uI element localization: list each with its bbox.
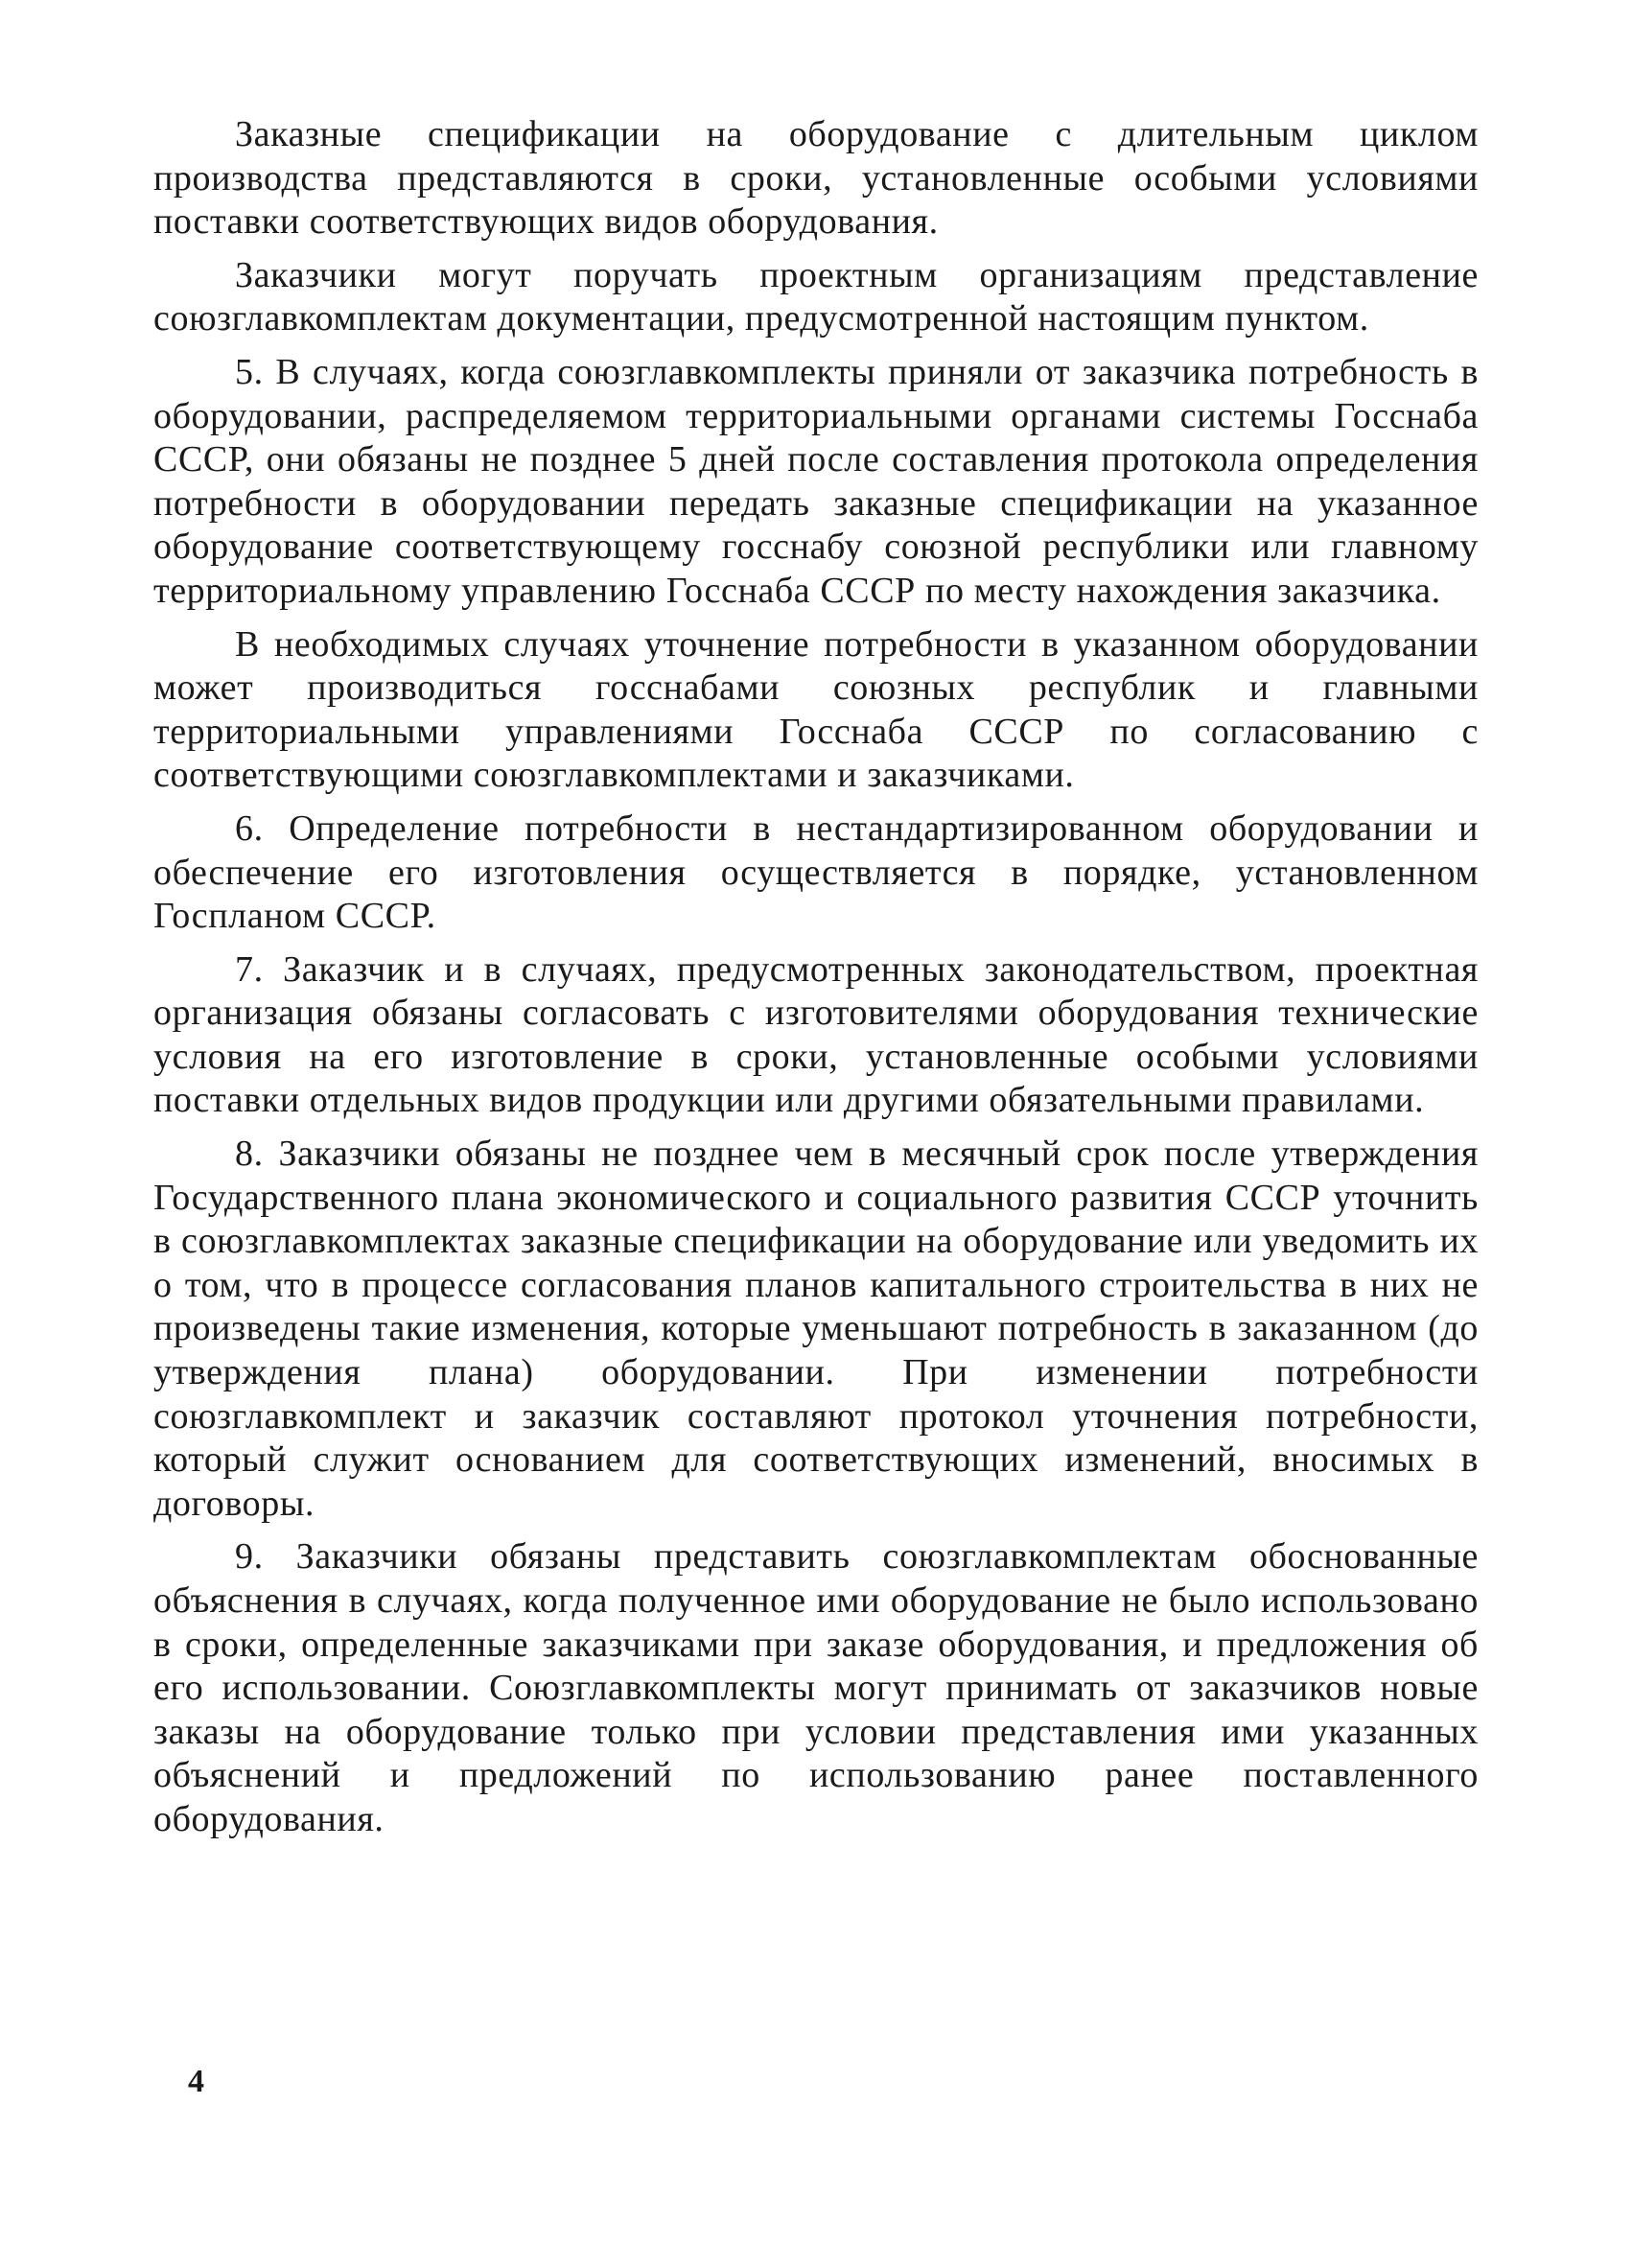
paragraph-item-7: 7. Заказчик и в случаях, предусмотренных законодательством, проектная организация обязаны согласовать с изготовителями оборудования технические условия на его изготовление в сроки, установленные особыми условиями поставки отдельных видов продукции или другими обязательными правилами. bbox=[153, 948, 1479, 1121]
paragraph-item-6: 6. Определение потребности в нестандартизированном оборудовании и обеспечение его изготовления осуществляется в порядке, установленном Госпланом СССР. bbox=[153, 807, 1479, 937]
paragraph-item-9: 9. Заказчики обязаны представить союзглавкомплектам обоснованные объяснения в случаях, когда полученное ими оборудование не было использовано в сроки, определенные заказчиками при заказе оборудования, и предложения об его использовании. Союзглавкомплекты могут принимать от заказчиков новые заказы на оборудование только при условии представления ими указанных объяснений и предложений по использованию ранее поставленного оборудования. bbox=[153, 1536, 1479, 1839]
paragraph-order-specifications: Заказные спецификации на оборудование с длительным циклом производства представляются в сроки, установленные особыми условиями поставки соответствующих видов оборудования. bbox=[153, 114, 1479, 243]
body-text bbox=[153, 113, 1479, 1852]
paragraph-design-organizations: Заказчики могут поручать проектным организациям представление союзглавкомплектам документации, предусмотренной настоящим пунктом. bbox=[153, 254, 1479, 339]
page-number: 4 bbox=[188, 2064, 204, 2099]
paragraph-item-5-clarification: В необходимых случаях уточнение потребности в указанном оборудовании может производиться госснабами союзных республик и главными территориальными управлениями Госснаба СССР по согласованию с соответствующими союзглавкомплектами и заказчиками. bbox=[153, 623, 1479, 796]
paragraph-item-8: 8. Заказчики обязаны не позднее чем в месячный срок после утверждения Государственного плана экономического и социального развития СССР уточнить в союзглавкомплектах заказные спецификации на оборудование или уведомить их о том, что в процессе согласования планов капитального строительства в них не произведены такие изменения, которые уменьшают потребность в заказанном (до утверждения плана) оборудовании. При изменении потребности союзглавкомплект и заказчик составляют протокол уточнения потребности, который служит основанием для соответствующих изменений, вносимых в договоры. bbox=[153, 1134, 1479, 1524]
paragraph-item-5: 5. В случаях, когда союзглавкомплекты приняли от заказчика потребность в оборудовании, распределяемом территориальными органами системы Госснаба СССР, они обязаны не позднее 5 дней после составления протокола определения потребности в оборудовании передать заказные спецификации на указанное оборудование соответствующему госснабу союзной республики или главному территориальному управлению Госснаба СССР по месту нахождения заказчика. bbox=[153, 351, 1479, 611]
